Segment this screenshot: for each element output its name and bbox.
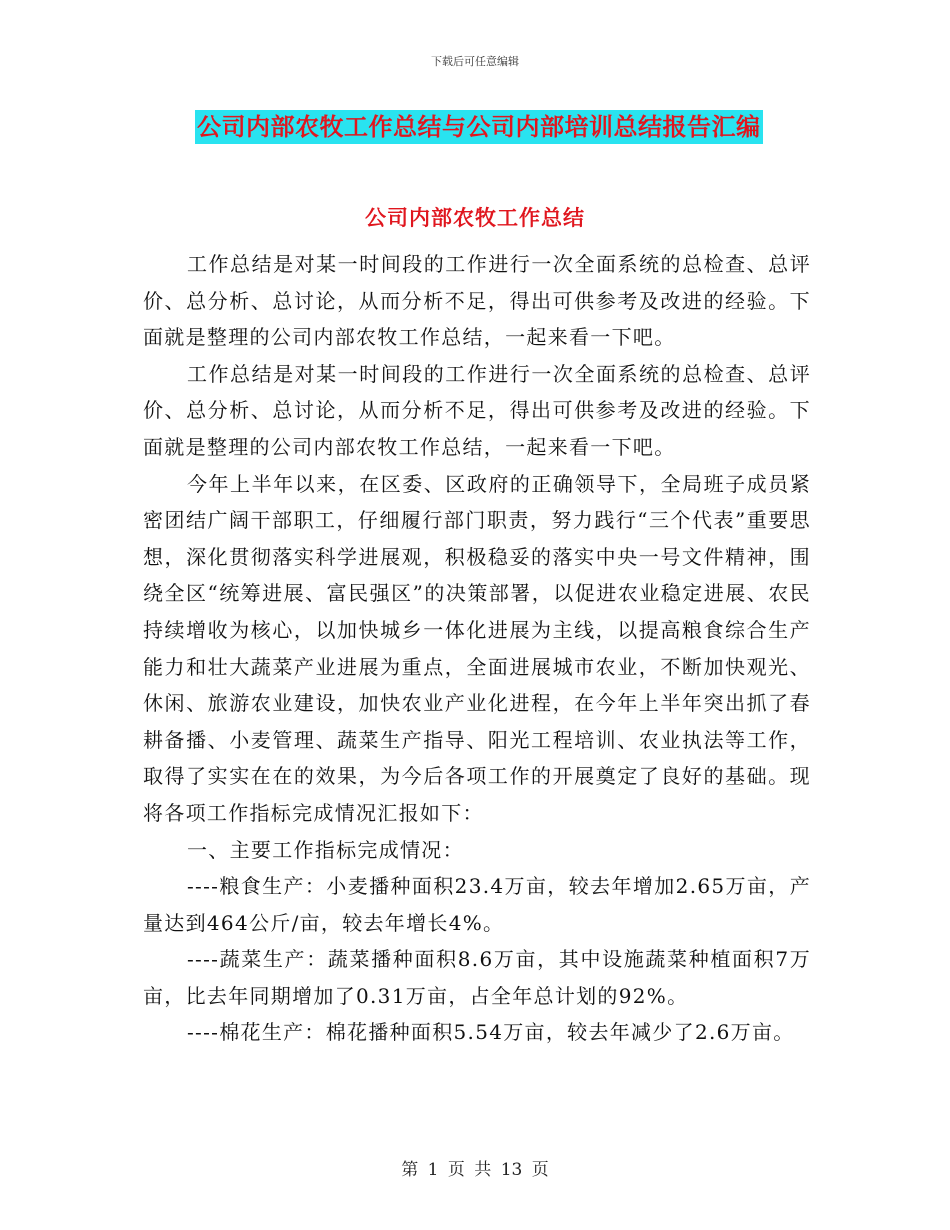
document-body (143, 246, 811, 1051)
document-title: 公司内部农牧工作总结与公司内部培训总结报告汇编 (195, 110, 763, 144)
paragraph-intro-1: 工作总结是对某一时间段的工作进行一次全面系统的总检查、总评价、总分析、总讨论，从而分析不足，得出可供参考及改进的经验。下面就是整理的公司内部农牧工作总结，一起来看一下吧。 (143, 252, 811, 350)
page-footer: 第 1 页 共 13 页 (401, 1160, 549, 1180)
header-note: 下载后可任意编辑 (431, 55, 519, 68)
paragraph-cotton: ----棉花生产：棉花播种面积5.54万亩，较去年减少了2.6万亩。 (187, 1020, 795, 1045)
paragraph-overview: 今年上半年以来，在区委、区政府的正确领导下，全局班子成员紧密团结广阔干部职工，仔细履行部门职责，努力践行“三个代表”重要思想，深化贯彻落实科学进展观，积极稳妥的落实中央一号文件精神，围绕全区“统筹进展、富民强区”的决策部署，以促进农业稳定进展、农民持续增收为核心，以加快城乡一体化进展为主线，以提高粮食综合生产能力和壮大蔬菜产业进展为重点，全面进展城市农业，不断加快观光、休闲、旅游农业建设，加快农业产业化进程，在今年上半年突出抓了春耕备播、小麦管理、蔬菜生产指导、阳光工程培训、农业执法等工作，取得了实实在在的效果，为今后各项工作的开展奠定了良好的基础。现将各项工作指标完成情况汇报如下： (143, 471, 811, 825)
paragraph-grain: ----粮食生产：小麦播种面积23.4万亩，较去年增加2.65万亩，产量达到464公斤/亩，较去年增长4%。 (143, 874, 811, 935)
section-title: 公司内部农牧工作总结 (365, 206, 585, 230)
paragraph-vegetables: ----蔬菜生产：蔬菜播种面积8.6万亩，其中设施蔬菜种植面积7万亩，比去年同期增加了0.31万亩，占全年总计划的92%。 (143, 947, 811, 1008)
paragraph-intro-2: 工作总结是对某一时间段的工作进行一次全面系统的总检查、总评价、总分析、总讨论，从而分析不足，得出可供参考及改进的经验。下面就是整理的公司内部农牧工作总结，一起来看一下吧。 (143, 361, 811, 459)
paragraph-heading-indicators: 一、主要工作指标完成情况： (187, 837, 464, 862)
